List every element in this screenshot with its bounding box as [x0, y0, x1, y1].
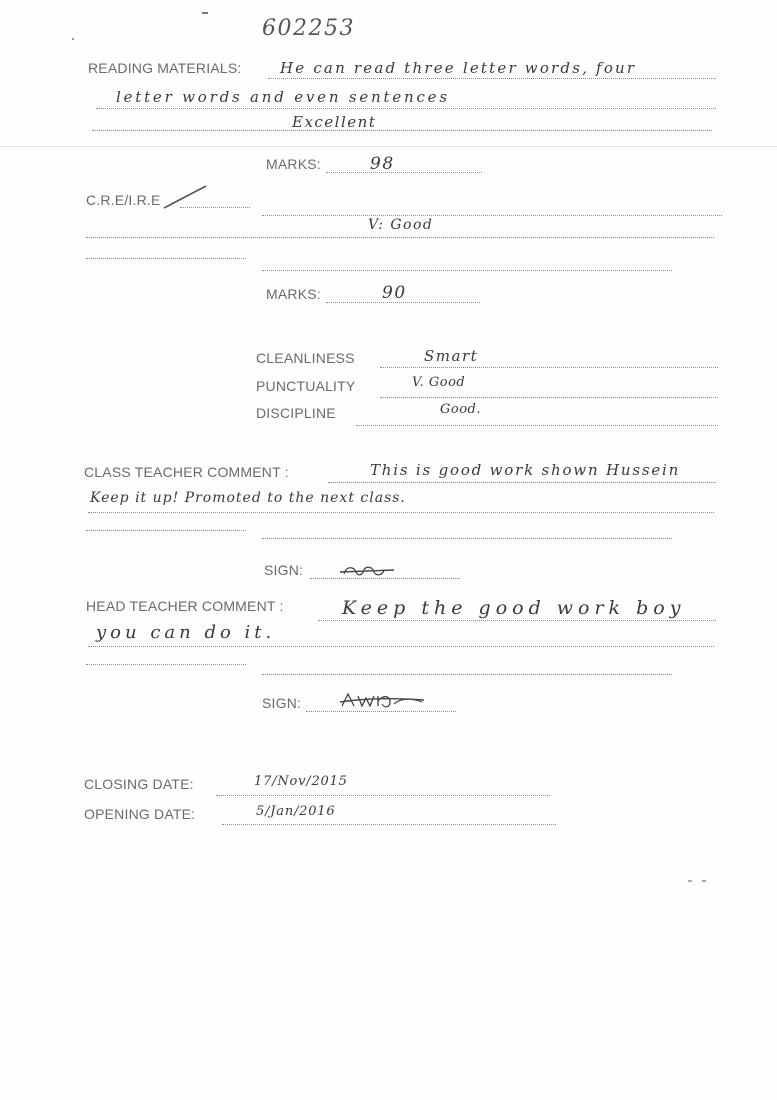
discipline-label: DISCIPLINE: [256, 405, 336, 421]
cre-rating: V: Good: [368, 217, 434, 233]
dotted-line: [86, 237, 714, 238]
cleanliness-label: CLEANLINESS: [256, 350, 355, 366]
dotted-line: [96, 108, 716, 109]
scan-fold-line: [0, 146, 777, 147]
reading-marks-value: 98: [370, 154, 395, 174]
reading-marks-label: MARKS:: [266, 156, 321, 172]
punctuality-label: PUNCTUALITY: [256, 378, 356, 394]
head-teacher-signature: [338, 690, 428, 714]
dotted-line: [222, 824, 556, 825]
closing-date-value: 17/Nov/2015: [254, 774, 348, 789]
opening-date-label: OPENING DATE:: [84, 806, 196, 822]
reading-materials-label: READING MATERIALS:: [88, 60, 242, 76]
cre-marks-value: 90: [382, 283, 407, 303]
dotted-line: [180, 207, 250, 208]
head-teacher-comment-line2: you can do it.: [96, 622, 276, 643]
head-teacher-comment-label: HEAD TEACHER COMMENT :: [86, 598, 284, 614]
dotted-line: [86, 530, 246, 531]
cre-label: C.R.E/I.R.E: [86, 192, 161, 208]
scan-speck: [72, 38, 74, 40]
scan-speck: [702, 880, 706, 882]
dotted-line: [356, 425, 718, 426]
head-teacher-sign-label: SIGN:: [262, 695, 302, 711]
dotted-line: [326, 172, 482, 173]
dotted-line: [380, 367, 718, 368]
dotted-line: [88, 512, 714, 513]
class-teacher-comment-label: CLASS TEACHER COMMENT :: [84, 464, 289, 480]
dotted-line: [262, 538, 672, 539]
scan-speck: [688, 880, 692, 882]
dotted-line: [86, 664, 246, 665]
scan-speck: [202, 12, 208, 14]
discipline-value: Good.: [440, 402, 481, 417]
opening-date-value: 5/Jan/2016: [256, 804, 336, 819]
dotted-line: [262, 270, 672, 271]
dotted-line: [328, 482, 716, 483]
cre-marks-label: MARKS:: [266, 286, 321, 302]
dotted-line: [318, 620, 716, 621]
class-teacher-sign-label: SIGN:: [264, 562, 304, 578]
dotted-line: [92, 130, 712, 131]
punctuality-value: V. Good: [412, 375, 466, 390]
dotted-line: [262, 674, 672, 675]
class-teacher-signature: [338, 562, 398, 580]
cleanliness-value: Smart: [424, 347, 479, 365]
reading-comment-line2: letter words and even sentences: [116, 88, 450, 106]
reading-rating: Excellent: [292, 113, 377, 131]
class-teacher-comment-line2: Keep it up! Promoted to the next class.: [90, 490, 406, 506]
dotted-line: [86, 258, 246, 259]
dotted-line: [268, 78, 716, 79]
dotted-line: [88, 646, 714, 647]
reading-comment-line1: He can read three letter words, four: [280, 59, 637, 77]
closing-date-label: CLOSING DATE:: [84, 776, 194, 792]
dotted-line: [380, 397, 718, 398]
dotted-line: [262, 215, 722, 216]
class-teacher-comment-line1: This is good work shown Hussein: [370, 461, 681, 479]
document-code: 602253: [262, 16, 355, 41]
dotted-line: [216, 795, 550, 796]
head-teacher-comment-line1: Keep the good work boy: [342, 597, 686, 619]
